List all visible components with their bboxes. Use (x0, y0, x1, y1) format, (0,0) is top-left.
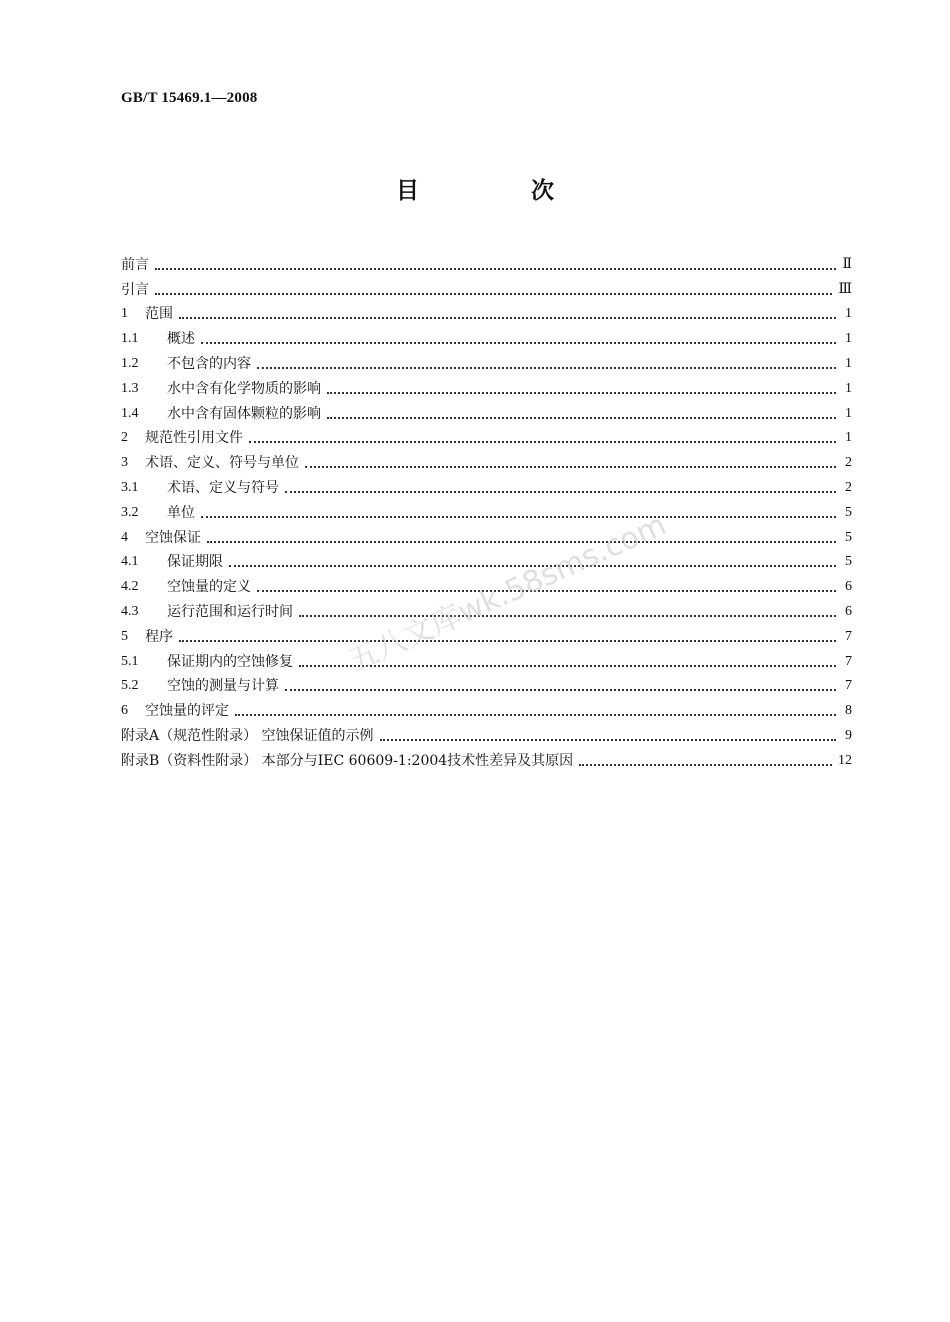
toc-entry[interactable] (121, 522, 852, 547)
toc-dot-leader (327, 417, 836, 419)
toc-entry-number: 1.3 (121, 380, 139, 396)
toc-entry-title: 范围 (145, 306, 173, 323)
table-of-contents (121, 249, 852, 770)
toc-entry[interactable] (121, 720, 852, 745)
toc-entry-number: 6 (121, 703, 128, 719)
toc-entry-page: 1 (845, 380, 852, 396)
toc-entry-page: 8 (845, 703, 852, 719)
toc-entry-title: 空蚀保证 (145, 529, 201, 546)
toc-entry[interactable] (121, 423, 852, 448)
toc-entry-title: 空蚀的测量与计算 (167, 678, 279, 695)
toc-entry-page: Ⅲ (838, 281, 852, 297)
toc-entry-title: 引言 (121, 281, 149, 298)
toc-entry-title: 空蚀量的评定 (145, 703, 229, 720)
toc-entry-title: 前言 (121, 256, 149, 273)
toc-entry-title: 保证期内的空蚀修复 (167, 653, 293, 670)
toc-entry-number: 3.2 (121, 504, 139, 520)
toc-title: 目 次 (395, 178, 606, 204)
toc-entry-page: 7 (845, 653, 852, 669)
toc-entry[interactable] (121, 348, 852, 373)
toc-entry-page: 12 (838, 752, 852, 768)
toc-entry-title: 术语、定义与符号 (167, 479, 279, 496)
toc-dot-leader (179, 317, 836, 319)
toc-entry[interactable] (121, 621, 852, 646)
toc-entry-page: 2 (845, 479, 852, 495)
toc-entry-number: 5 (121, 628, 128, 644)
toc-entry[interactable] (121, 695, 852, 720)
toc-entry-number: 4.1 (121, 554, 139, 570)
toc-dot-leader (235, 714, 836, 716)
toc-entry[interactable] (121, 497, 852, 522)
toc-entry-number: 1.4 (121, 405, 139, 421)
toc-entry-title: 规范性引用文件 (145, 430, 243, 447)
toc-entry-number: 1.1 (121, 331, 139, 347)
toc-entry-number: 4 (121, 529, 128, 545)
toc-entry-page: 2 (845, 455, 852, 471)
watermark: 五八文库wk.58sms.com (343, 507, 672, 680)
toc-entry-page: Ⅱ (842, 256, 852, 272)
toc-entry[interactable] (121, 547, 852, 572)
toc-entry-number: 2 (121, 430, 128, 446)
toc-entry[interactable] (121, 299, 852, 324)
toc-dot-leader (179, 640, 836, 642)
toc-entry-page: 7 (845, 628, 852, 644)
toc-dot-leader (579, 764, 832, 766)
toc-entry-page: 5 (845, 504, 852, 520)
toc-dot-leader (380, 739, 836, 741)
toc-entry[interactable] (121, 274, 852, 299)
toc-entry-number: 1.2 (121, 355, 139, 371)
toc-dot-leader (327, 392, 836, 394)
toc-entry-title: 术语、定义、符号与单位 (145, 455, 299, 472)
toc-entry-number: 5.2 (121, 678, 139, 694)
toc-dot-leader (299, 615, 836, 617)
toc-dot-leader (285, 491, 836, 493)
toc-dot-leader (305, 466, 836, 468)
toc-entry-title: 水中含有固体颗粒的影响 (167, 405, 321, 422)
toc-entry-title: 附录B（资料性附录） 本部分与IEC 60609-1:2004技术性差异及其原因 (121, 752, 574, 769)
toc-entry-number: 3 (121, 455, 128, 471)
toc-dot-leader (249, 441, 836, 443)
toc-entry[interactable] (121, 249, 852, 274)
toc-entry-title: 不包含的内容 (167, 355, 251, 372)
toc-dot-leader (285, 689, 836, 691)
toc-entry-title: 概述 (167, 331, 195, 348)
toc-entry-page: 1 (845, 331, 852, 347)
toc-entry-page: 1 (845, 430, 852, 446)
toc-entry-title: 运行范围和运行时间 (167, 603, 293, 620)
toc-entry-number: 5.1 (121, 653, 139, 669)
toc-entry-page: 1 (845, 355, 852, 371)
toc-entry-title: 附录A（规范性附录） 空蚀保证值的示例 (121, 727, 374, 744)
toc-entry-page: 1 (845, 405, 852, 421)
toc-entry-number: 3.1 (121, 479, 139, 495)
toc-entry[interactable] (121, 472, 852, 497)
toc-dot-leader (201, 516, 836, 518)
toc-entry-title: 程序 (145, 628, 173, 645)
toc-dot-leader (155, 268, 836, 270)
toc-entry[interactable] (121, 323, 852, 348)
toc-entry-number: 4.2 (121, 579, 139, 595)
toc-entry-title: 保证期限 (167, 554, 223, 571)
toc-entry[interactable] (121, 646, 852, 671)
toc-entry-page: 6 (845, 603, 852, 619)
toc-entry[interactable] (121, 398, 852, 423)
toc-entry-page: 9 (845, 727, 852, 743)
toc-dot-leader (201, 342, 836, 344)
toc-entry-page: 6 (845, 579, 852, 595)
toc-entry-number: 4.3 (121, 603, 139, 619)
toc-entry-page: 1 (845, 306, 852, 322)
toc-entry-title: 水中含有化学物质的影响 (167, 380, 321, 397)
toc-entry-number: 1 (121, 306, 128, 322)
toc-entry-page: 5 (845, 554, 852, 570)
toc-entry[interactable] (121, 671, 852, 696)
toc-dot-leader (207, 541, 836, 543)
toc-entry[interactable] (121, 373, 852, 398)
toc-dot-leader (155, 293, 832, 295)
toc-entry-title: 单位 (167, 504, 195, 521)
toc-entry[interactable] (121, 447, 852, 472)
toc-entry-title: 空蚀量的定义 (167, 579, 251, 596)
toc-dot-leader (257, 367, 836, 369)
toc-entry-page: 7 (845, 678, 852, 694)
toc-entry-page: 5 (845, 529, 852, 545)
toc-entry[interactable] (121, 745, 852, 770)
standard-code: GB/T 15469.1—2008 (121, 90, 258, 106)
